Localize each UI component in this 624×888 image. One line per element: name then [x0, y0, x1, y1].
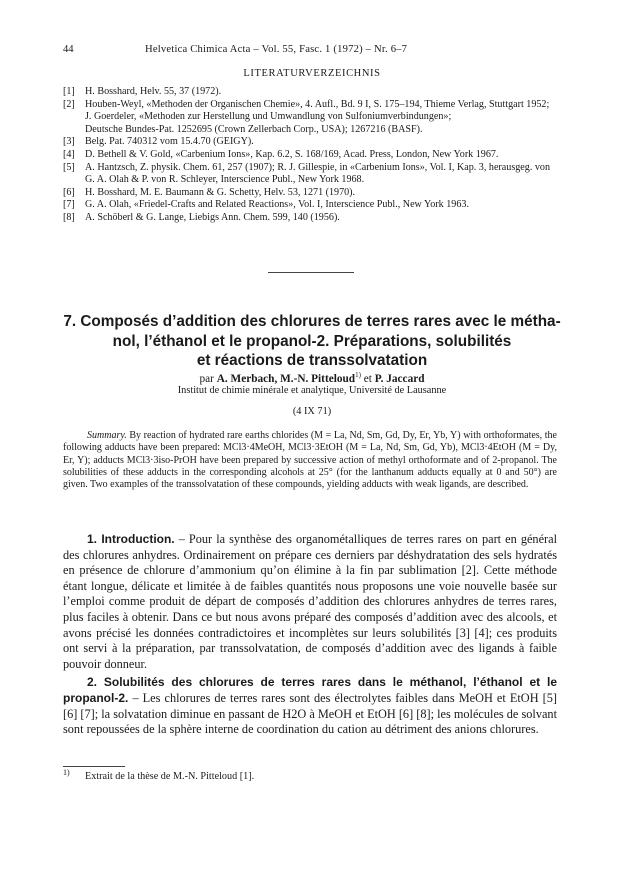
footnote-marker: 1)	[355, 371, 361, 379]
author-names: A. Merbach, M.-N. Pitteloud	[216, 372, 356, 385]
article-title: 7. Composés d’addition des chlorures de terres rares avec le métha- nol, l’éthanol et le propanol-2. Préparations, solubilités et réactions de transsolvatation	[63, 313, 561, 370]
summary-label: Summary.	[87, 430, 127, 441]
paragraph-text: – Pour la synthèse des organométalliques de terres rares on part en général des chlorures anhydres. Ordinairement on prépare ces derniers par déshydratation des sels hydratés en présence de chlorure d’ammonium qu’on élimine à la fin par sublimation [2]. Cette méthode étant longue, délicate et limitée à de faibles quantités nous proposons une voie nouvelle basée sur l’emploi comme produit de départ de composés d’addition des chlorures anhydres de terres rares, plus faciles à obtenir. Dans ce but nous avons préparé des composés d’addition avec des alcools, et avons précisé les données contradictoires et incomplètes sur leurs solubilités [3] [4]; ces produits ont servi à la préparation, par transsolvatation, de composés d’addition avec des ligands à faible pouvoir donneur.	[63, 532, 557, 671]
reference-list	[63, 86, 557, 225]
summary-text: By reaction of hydrated rare earths chlorides (M = La, Nd, Sm, Gd, Dy, Er, Yb, Y) with orthoformates, the following adducts have been prepared: MCl3·4MeOH, MCl3·3EtOH (M = La, Nd, Sm, Gd, Yb), MCl3·4EtOH (M = Dy, Er, Y); adducts MCl3·3iso-PrOH have been prepared by successive action of methyl orthoformate and of 2-propanol. The solubilities of these adducts in the corresponding alcohols at 25° (for the lanthanum adducts equally at 0 and 50°) are given. Two examples of the transsolvatation of these compounds, yielding adducts with weak ligands, are described.	[63, 430, 557, 491]
footnote-rule	[63, 766, 125, 767]
paragraph-text: – Les chlorures de terres rares sont des électrolytes faibles dans MeOH et EtOH [5] [6] [7]; la solvatation diminue en passant de H2O à MeOH et EtOH [6] [8]; les molécules de solvant sont repoussées de la sphère interne de coordination du cation au détriment des anions chlorures.	[63, 690, 557, 737]
reference-item: [1] H. Bosshard, Helv. 55, 37 (1972).	[63, 86, 222, 97]
author-name: P. Jaccard	[374, 372, 425, 385]
footnote-mark: 1)	[63, 768, 70, 777]
footnote-text: Extrait de la thèse de M.-N. Pitteloud [1].	[85, 771, 255, 782]
section-2-paragraph	[63, 675, 557, 737]
section-divider	[268, 272, 354, 273]
section-heading: 1. Introduction.	[87, 532, 175, 546]
page-number: 44	[63, 44, 74, 55]
summary-paragraph	[63, 430, 557, 491]
reference-item: [6] H. Bosshard, M. E. Baumann & G. Schetty, Helv. 53, 1271 (1970).	[63, 186, 356, 198]
reference-item: [7] G. A. Olah, «Friedel-Crafts and Related Reactions», Vol. I, Interscience Publ., New York 1963.	[63, 199, 469, 211]
introduction-paragraph	[63, 532, 557, 672]
institution: Institut de chimie minérale et analytique, Université de Lausanne	[177, 385, 447, 396]
authors-line: par A. Merbach, M.-N. Pitteloud$^{1)}$ et P. Jaccard	[199, 371, 425, 385]
journal-header: Helvetica Chimica Acta – Vol. 55, Fasc. 1 (1972) – Nr. 6–7	[145, 44, 408, 55]
reference-item: [5] A. Hantzsch, Z. physik. Chem. 61, 257 (1907); R. J. Gillespie, in «Carbenium Ions», Vol. I, Kap. 3, herausgeg. von G. A. Olah & P. von R. Schleyer, Interscience Publ., New York 1968.	[63, 161, 551, 186]
reference-item: [4] D. Bethell & V. Gold, «Carbenium Ions», Kap. 6.2, S. 168/169, Acad. Press, London, New York 1967.	[63, 148, 499, 160]
reference-item: [2] Houben-Weyl, «Methoden der Organischen Chemie», 4. Aufl., Bd. 9 I, S. 175–194, Thieme Verlag, Stuttgart 1952; J. Goerdeler, «Methoden zur Herstellung und Umwandlung von Sulfoniumverbindungen»; Deutsche Bundes-Pat. 1252695 (Crown Zellerbach Corp., USA); 1267216 (BASF).	[63, 99, 557, 137]
reference-item: [8] A. Schöberl & G. Lange, Liebigs Ann. Chem. 599, 140 (1956).	[63, 211, 340, 223]
article-body	[63, 532, 557, 741]
received-date: (4 IX 71)	[292, 406, 332, 417]
literature-title: LITERATURVERZEICHNIS	[243, 68, 381, 79]
reference-subline: Deutsche Bundes-Pat. 1252695 (Crown Zellerbach Corp., USA); 1267216 (BASF).	[85, 123, 423, 135]
reference-item: [3] Belg. Pat. 740312 vom 15.4.70 (GEIGY).	[63, 136, 254, 148]
section-heading: 2. Solubilités des chlorures de terres rares dans le méthanol, l’éthanol et le propanol-2.	[63, 675, 557, 705]
